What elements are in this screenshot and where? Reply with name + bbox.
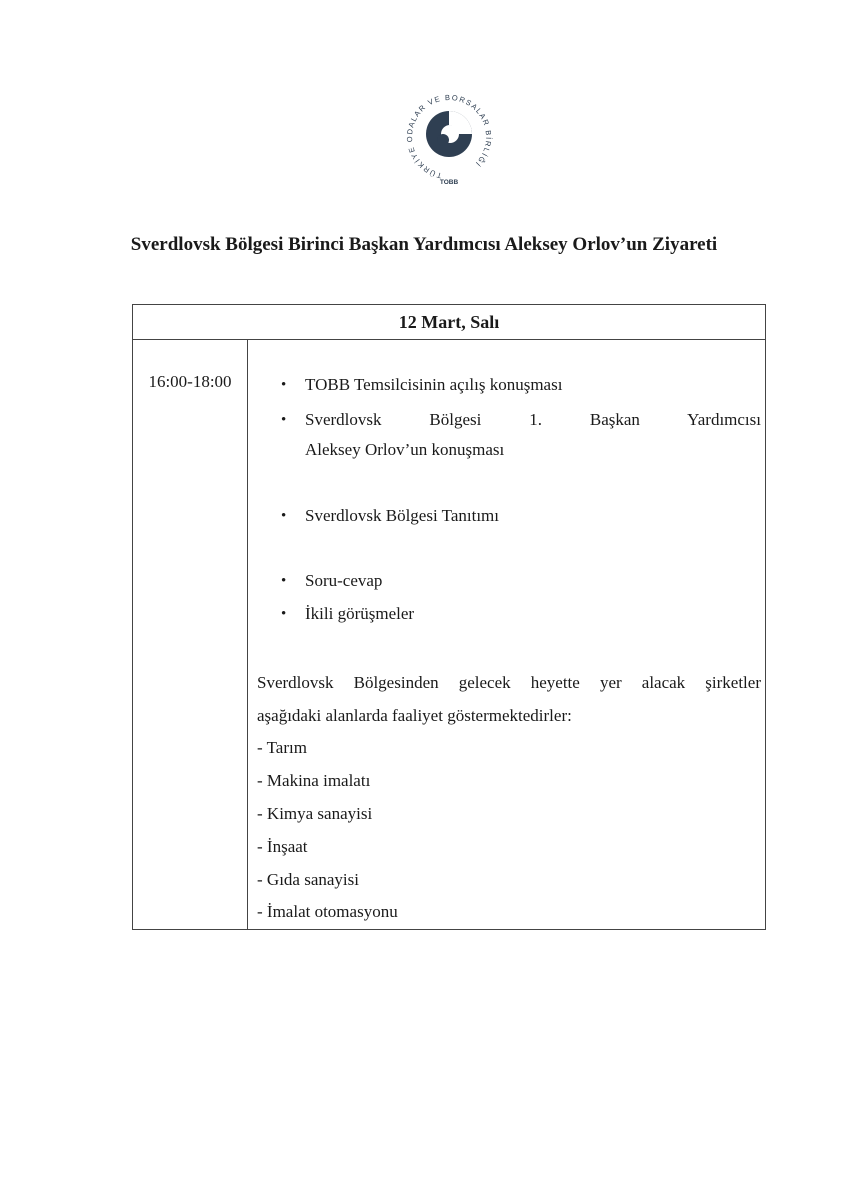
sector-item: - Makina imalatı [257, 771, 371, 790]
program-item: Aleksey Orlov’un konuşması [305, 440, 505, 459]
program-item: Sverdlovsk Bölgesi 1. Başkan Yardımcısı [305, 410, 761, 429]
program-item: Sverdlovsk Bölgesi Tanıtımı [305, 506, 499, 525]
info-line: aşağıdaki alanlarda faaliyet göstermektedirler: [257, 706, 572, 725]
program-item: Soru-cevap [305, 571, 383, 590]
info-paragraph [257, 701, 761, 730]
column-divider [247, 340, 248, 929]
info-line: Sverdlovsk Bölgesinden gelecek heyette yer alacak şirketler [257, 673, 761, 692]
tobb-logo [394, 82, 504, 192]
day-header: 12 Mart, Salı [133, 305, 765, 340]
tobb-emblem-icon [394, 82, 504, 192]
sector-item: - İmalat otomasyonu [257, 902, 398, 921]
info-paragraph [257, 668, 761, 697]
bullet-icon: • [281, 573, 287, 589]
time-cell: 16:00-18:00 [148, 372, 232, 391]
program-item: İkili görüşmeler [305, 604, 415, 623]
sector-item: - Kimya sanayisi [257, 804, 373, 823]
program-item: TOBB Temsilcisinin açılış konuşması [305, 375, 563, 394]
bullet-icon: • [281, 508, 287, 524]
schedule-table [132, 304, 766, 930]
bullet-icon: • [281, 606, 287, 622]
sector-item: - Gıda sanayisi [257, 870, 359, 889]
logo-abbr: TOBB [439, 179, 459, 186]
sector-item: - Tarım [257, 738, 307, 757]
bullet-icon: • [281, 377, 287, 393]
bullet-icon: • [281, 412, 287, 428]
document-title: Sverdlovsk Bölgesi Birinci Başkan Yardımcısı Aleksey Orlov’un Ziyareti [130, 234, 718, 255]
logo-ring-text: TÜRKİYE ODALAR VE BORSALAR BİRLİĞİ [404, 92, 494, 181]
sector-item: - İnşaat [257, 837, 308, 856]
